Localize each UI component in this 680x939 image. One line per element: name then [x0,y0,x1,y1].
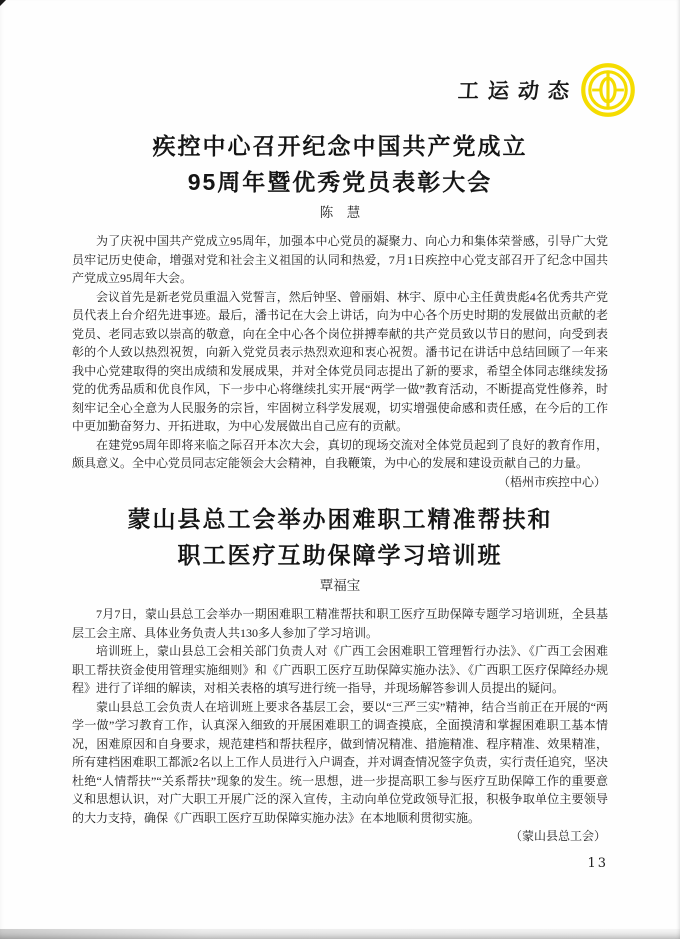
article-paragraph: 培训班上，蒙山县总工会相关部门负责人对《广西工会困难职工管理暂行办法》、《广西工会困难职工帮扶资金使用管理实施细则》和《广西职工医疗互助保障实施办法》、《广西职工医疗保障经办规程》进行了详细的解读，对相关表格的填写进行统一指导，并现场解答参训人员提出的疑问。 [72,644,608,695]
article-attribution: （梧州市疾控中心） [497,474,606,489]
article-paragraph: 在建党95周年即将来临之际召开本次大会，真切的现场交流对全体党员起到了良好的教育作用，颇具意义。全中心党员同志定能领会大会精神，自我鞭策，为中心的发展和建设贡献自己的力量。 [72,437,608,470]
trade-union-emblem-icon [580,62,636,118]
article-paragraph: 7月7日，蒙山县总工会举办一期困难职工精准帮扶和职工医疗互助保障专题学习培训班，全县基层工会主席、具体业务负责人共130多人参加了学习培训。 [72,607,608,640]
article-title-line-2: 95周年暨优秀党员表彰大会 [187,169,493,195]
article-cdc-party-anniversary [72,128,608,491]
column-masthead-title: 工运动态 [457,78,579,103]
article-title [72,128,608,200]
page-number: 13 [587,856,608,871]
author-byline: 陈 慧 [319,205,361,220]
article-title-line-1: 蒙山县总工会举办困难职工精准帮扶和 [127,506,553,532]
article-title-line-1: 疾控中心召开纪念中国共产党成立 [152,133,528,159]
column-header [458,62,636,118]
article-title [72,501,608,573]
article-title-line-2: 职工医疗互助保障学习培训班 [177,542,503,568]
article-paragraph: 蒙山县总工会负责人在培训班上要求各基层工会，要以“三严三实”精神，结合当前正在开展的“两学一做”学习教育工作，认真深入细致的开展困难职工的调查摸底，全面摸清和掌握困难职工基本情况，困难原因和自身要求，规范建档和帮扶程序，做到情况精准、措施精准、程序精准、效果精准，所有建档困难职工都派2名以上工作人员进行入户调查，并对调查情况签字负责，实行责任追究，坚决杜绝“人情帮扶”“关系帮扶”现象的发生。统一思想，进一步提高职工参与医疗互助保障工作的重要意义和思想认识，对广大职工开展广泛的深入宣传，主动向单位党政领导汇报，积极争取单位主要领导的大力支持，确保《广西职工医疗互助保障实施办法》在本地顺利贯彻实施。 [72,699,608,825]
article-union-training-class [72,501,608,846]
article-attribution: （蒙山县总工会） [509,829,606,843]
page-content [72,124,608,846]
article-paragraph: 会议首先是新老党员重温入党誓言，然后钟坚、曾丽娟、林宇、原中心主任黄贵彪4名优秀共产党员代表上台介绍先进事迹。最后，潘书记在大会上讲话，向为中心各个历史时期的发展做出贡献的老党员、老同志致以崇高的敬意，向在全中心各个岗位拼搏奉献的共产党员致以节日的慰问，向受到表彰的个人致以热烈祝贺，向新入党党员表示热烈欢迎和衷心祝贺。潘书记在讲话中总结回顾了一年来我中心党建取得的突出成绩和发展成果，并对全体党员同志提出了新的要求，希望全体同志继续发扬党的优秀品质和优良作风，下一步中心将继续扎实开展“两学一做”教育活动，不断提高党性修养，时刻牢记全心全意为人民服务的宗旨，牢固树立科学发展观，切实增强使命感和责任感，在今后的工作中更加勤奋努力、开拓进取，为中心发展做出自己应有的贡献。 [72,289,608,433]
article-paragraph: 为了庆祝中国共产党成立95周年，加强本中心党员的凝聚力、向心力和集体荣誉感，引导广大党员牢记历史使命，增强对党和社会主义祖国的认同和热爱，7月1日疾控中心党支部召开了纪念中国共产党成立95周年大会。 [72,234,608,285]
scan-bottom-edge-artifact [0,929,680,939]
scan-corner-artifact [0,0,6,6]
author-byline: 覃福宝 [319,578,361,593]
